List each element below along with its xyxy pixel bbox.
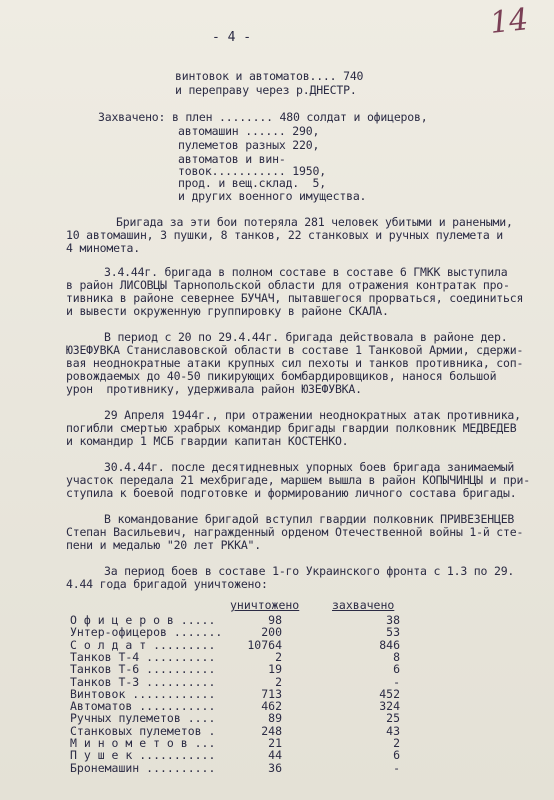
text-line: тивника в районе севернее БУЧАЧ, пытавшегося прорваться, соединиться — [66, 291, 524, 305]
text-line: погибли смертью храбрых командир бригады гвардии полковник МЕДВЕДЕВ — [66, 421, 517, 435]
text-line: пени и медалью "20 лет РККА". — [66, 538, 261, 552]
text-line: В период с 20 по 29.4.44г. бригада действовала в районе дер. — [104, 330, 508, 344]
text-line: автоматов и вин- — [178, 152, 286, 166]
table-row — [70, 638, 510, 650]
captured-value: 452 — [379, 686, 400, 701]
text-line: Захвачено: в плен ........ 480 солдат и офицеров, — [98, 110, 428, 124]
row-label: Танков Т-3 .......... — [70, 674, 216, 689]
table-row — [70, 687, 510, 699]
row-label: Танков Т-4 .......... — [70, 649, 216, 664]
text-line: 10 автомашин, 3 пушки, 8 танков, 22 станковых и ручных пулемета и — [66, 228, 504, 242]
row-label: Автоматов ........... — [70, 699, 216, 714]
row-label: Бронемашин .......... — [70, 760, 216, 775]
text-line: автомашин ...... 290, — [178, 124, 320, 138]
row-label: Винтовок ............ — [70, 686, 216, 701]
text-line: винтовок и автоматов.... 740 — [175, 69, 364, 83]
table-row — [70, 675, 510, 687]
captured-value: 53 — [386, 625, 400, 640]
text-line: и вывести окруженную группировку в районе СКАЛА. — [66, 304, 389, 318]
destroyed-value: 89 — [268, 711, 282, 726]
row-label: П у ш е к ........... — [70, 748, 216, 763]
captured-value: 2 — [393, 736, 400, 750]
text-line: в район ЛИСОВЦЫ Тарнопольской области для отражения контратак про- — [66, 278, 510, 292]
destroyed-value: 98 — [268, 613, 282, 627]
header-captured: захвачено — [332, 598, 395, 612]
table-row — [70, 699, 510, 714]
row-label: Станковых пулеметов . — [70, 723, 216, 738]
table-row — [70, 736, 510, 748]
table-row — [70, 724, 510, 736]
captured-value: 324 — [379, 699, 400, 714]
destroyed-value: 2 — [275, 674, 282, 689]
table-row — [70, 761, 510, 773]
captured-value: 38 — [386, 613, 400, 627]
text-line: Бригада за эти бои потеряла 281 человек убитыми и ранеными, — [116, 215, 513, 229]
captured-value: 846 — [379, 637, 400, 652]
table-row — [70, 613, 510, 625]
row-label: М и н о м е т о в ... — [70, 736, 216, 750]
destroyed-value: 36 — [268, 760, 282, 775]
text-line: 4.44 года бригадой уничтожено: — [66, 577, 268, 591]
captured-value: - — [393, 674, 400, 689]
destroyed-value: 21 — [268, 736, 282, 750]
captured-value: 8 — [393, 649, 400, 664]
text-line: 30.4.44г. после десятидневных упорных боев бригада занимаемый — [104, 460, 515, 474]
text-line: 29 Апреля 1944г., при отражении неоднократных атак противника, — [104, 408, 521, 422]
text-line: урон противнику, удерживала район ЮЗЕФУВКА. — [66, 382, 362, 396]
text-line: ступила к боевой подготовке и формированию личного состава бригады. — [66, 486, 517, 500]
text-line: и переправу через р.ДНЕСТР. — [175, 83, 357, 97]
captured-value: 6 — [393, 662, 400, 677]
table-header — [70, 598, 510, 610]
text-line: и других военного имущества. — [178, 189, 367, 203]
text-line: пулеметов разных 220, — [178, 138, 320, 152]
destroyed-value: 462 — [261, 699, 282, 714]
table-row — [70, 650, 510, 662]
table-row — [70, 711, 510, 726]
header-destroyed: уничтожено — [230, 598, 300, 612]
table-row — [70, 625, 510, 640]
text-line: 3.4.44г. бригада в полном составе в составе 6 ГМКК выступила — [104, 265, 508, 279]
destroyed-value: 10764 — [247, 637, 282, 652]
text-line: ЮЗЕФУВКА Станиславовской области в составе 1 Танковой Армии, сдержи- — [66, 343, 524, 357]
destroyed-value: 44 — [268, 748, 282, 763]
text-line: В командование бригадой вступил гвардии полковник ПРИВЕЗЕНЦЕВ — [104, 512, 515, 526]
text-line: За период боев в составе 1-го Украинского фронта с 1.3 по 29. — [104, 564, 515, 578]
row-label: О ф и ц е р о в ..... — [70, 613, 216, 627]
table-row — [70, 662, 510, 677]
captured-value: - — [393, 760, 400, 775]
handwritten-page-number: 14 — [488, 2, 530, 41]
destroyed-value: 2 — [275, 649, 282, 664]
destroyed-value: 713 — [261, 686, 282, 701]
text-line: 4 миномета. — [66, 241, 140, 255]
text-line: участок передала 21 мехбригаде, маршем вышла в район КОПЫЧИНЦЫ и при- — [66, 473, 530, 487]
text-line: вая неоднократные атаки крупных сил пехоты и танков противника, соп- — [66, 356, 524, 370]
row-label: С о л д а т ......... — [70, 637, 216, 652]
text-line: Степан Васильевич, награжденный орденом Отечественной войны 1-й сте- — [66, 525, 524, 539]
table-row — [70, 748, 510, 763]
captured-value: 43 — [386, 723, 400, 738]
text-line: товок........... 1950, — [178, 164, 326, 178]
page-number: - 4 - — [212, 30, 252, 45]
text-line: ровождаемых до 40-50 пикирующих бомбардировщиков, нанося большой — [66, 369, 497, 383]
destroyed-value: 19 — [268, 662, 282, 677]
destroyed-value: 248 — [261, 723, 282, 738]
text-line: прод. и вещ.склад. 5, — [178, 176, 326, 190]
row-label: Танков Т-6 .......... — [70, 662, 216, 677]
text-line: и командир 1 МСБ гвардии капитан КОСТЕНКО. — [66, 434, 349, 448]
destroyed-value: 200 — [261, 625, 282, 640]
row-label: Унтер-офицеров ....... — [70, 625, 223, 640]
captured-value: 6 — [393, 748, 400, 763]
captured-value: 25 — [386, 711, 400, 726]
row-label: Ручных пулеметов .... — [70, 711, 216, 726]
